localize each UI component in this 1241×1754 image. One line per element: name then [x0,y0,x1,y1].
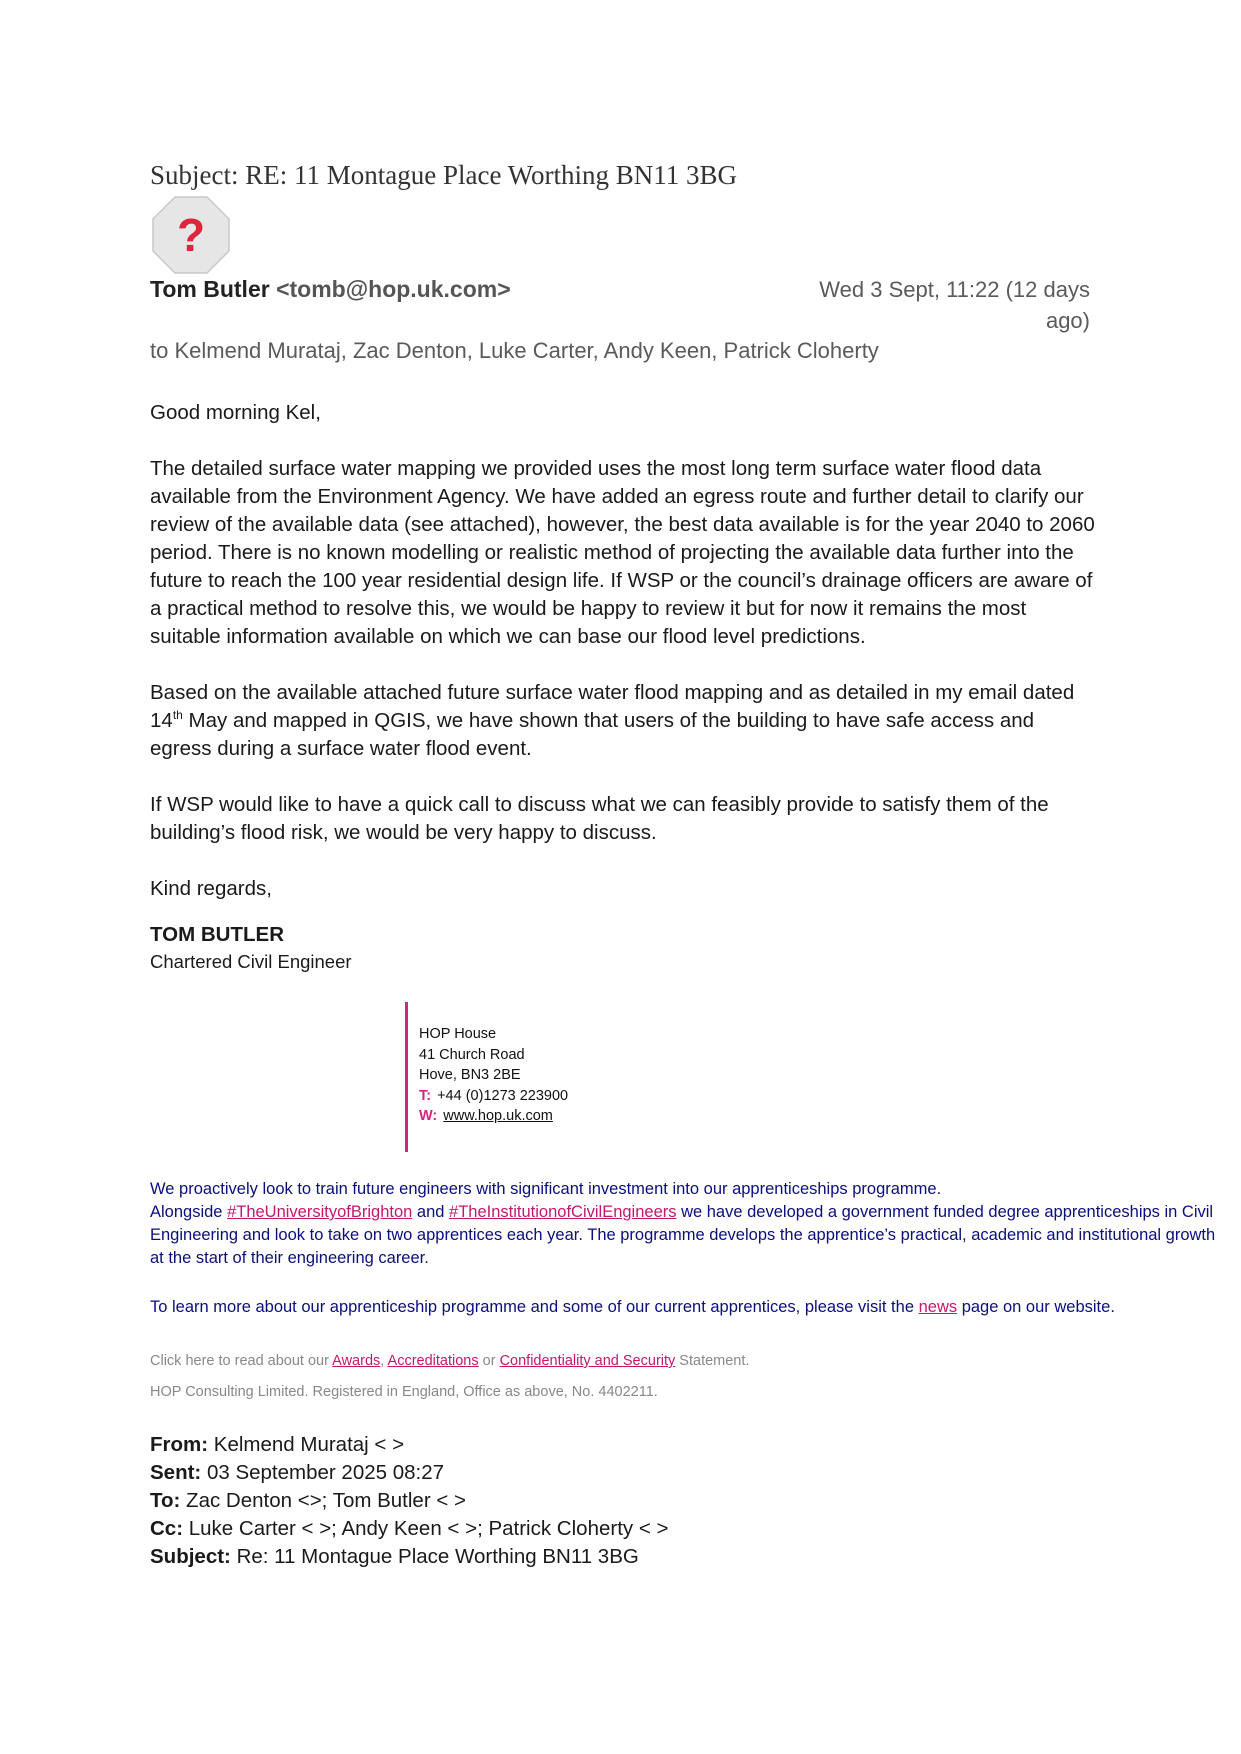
sender [150,276,511,303]
awards-link[interactable]: Awards [332,1353,381,1369]
body-paragraph-1: The detailed surface water mapping we provided uses the most long term surface water flood data available from the Environment Agency. We have added an egress route and further detail to clarify our review of the available data (see attached), however, the best data available is for the year 2040 to 2060 period. There is no known modelling or realistic method of projecting the available data further into the future to reach the 100 year residential design life. If WSP or the council’s drainage officers are aware of a practical method to resolve this, we would be happy to review it but for now it remains the most suitable information available on which we can base our flood level predictions. [150,457,1095,648]
address-block [419,1024,568,1127]
forwarded-from [150,1431,668,1459]
sender-email[interactable]: <tomb@hop.uk.com> [276,276,511,302]
separator: , [380,1353,388,1369]
website-line [419,1106,568,1127]
forwarded-subject [150,1543,668,1571]
address-line: 41 Church Road [419,1046,525,1063]
sender-name: Tom Butler [150,276,270,302]
email-date: Wed 3 Sept, 11:22 (12 days ago) [819,277,1090,333]
web-label: W: [419,1108,438,1124]
statement-links [150,1353,749,1369]
field-label: Sent: [150,1461,202,1484]
forwarded-cc [150,1515,668,1543]
field-label: From: [150,1433,209,1456]
telephone-line [419,1086,568,1107]
apprentice-text: and [412,1203,450,1221]
question-mark-icon [152,196,230,274]
separator: or [478,1353,500,1369]
apprenticeship-notice [150,1178,1215,1270]
recipients: to Kelmend Murataj, Zac Denton, Luke Carter, Andy Keen, Patrick Cloherty [150,338,879,363]
apprentice-line-4: at the start of their engineering career. [150,1249,429,1267]
apprentice-text: Alongside [150,1203,228,1221]
statement-text: Statement. [675,1353,750,1369]
apprentice-line-2 [150,1201,1215,1224]
field-value: Zac Denton <>; Tom Butler < > [180,1489,466,1512]
learn-text: page on our website. [957,1298,1115,1316]
learn-text: To learn more about our apprenticeship programme and some of our current apprentices, please visit the [150,1298,919,1316]
field-value: Luke Carter < >; Andy Keen < >; Patrick Cloherty < > [183,1517,669,1540]
field-value: 03 September 2025 08:27 [201,1461,445,1484]
telephone: +44 (0)1273 223900 [437,1087,569,1104]
forwarded-sent [150,1459,668,1487]
brighton-link[interactable]: #TheUniversityofBrighton [227,1203,413,1221]
news-link[interactable]: news [918,1298,958,1316]
closing: Kind regards, [150,877,272,900]
accreditations-link[interactable]: Accreditations [387,1353,479,1369]
svg-text:?: ? [176,209,206,261]
field-label: Cc: [150,1517,184,1540]
greeting: Good morning Kel, [150,401,321,424]
field-value: Re: 11 Montague Place Worthing BN11 3BG [230,1545,639,1568]
signature-title: Chartered Civil Engineer [150,951,352,972]
forwarded-to [150,1487,668,1515]
address-line: Hove, BN3 2BE [419,1067,521,1083]
ice-link[interactable]: #TheInstitutionofCivilEngineers [449,1203,677,1221]
apprentice-line-3: Engineering and look to take on two apprentices each year. The programme develops the apprentice’s practical, academic and institutional growth [150,1226,1216,1244]
registration-text: HOP Consulting Limited. Registered in England, Office as above, No. 4402211. [150,1384,658,1400]
signature-name: TOM BUTLER [150,923,285,946]
apprentice-line-1: We proactively look to train future engineers with significant investment into our apprenticeships programme. [150,1180,942,1198]
paragraph-2-text-b: May and mapped in QGIS, we have shown that users of the building to have safe access and egress during a surface water flood event. [150,709,1035,760]
confidentiality-link[interactable]: Confidentiality and Security [499,1353,676,1369]
field-label: Subject: [150,1545,231,1568]
ordinal-suffix: th [172,708,183,723]
field-value: Kelmend Murataj < > [208,1433,405,1456]
body-paragraph-2 [150,679,1100,763]
body-paragraph-3: If WSP would like to have a quick call to discuss what we can feasibly provide to satisfy them of the building’s flood risk, we would be very happy to discuss. [150,793,1049,844]
website-link[interactable]: www.hop.uk.com [443,1108,553,1124]
email-subject: Subject: RE: 11 Montague Place Worthing BN11 3BG [150,160,738,190]
statement-text: Click here to read about our [150,1353,333,1369]
address-divider [405,1002,408,1152]
forwarded-header [150,1431,668,1571]
learn-more-line [150,1296,1115,1319]
paragraph-2-text-a: Based on the available attached future surface water flood mapping and as detailed in my email dated 14 [150,681,1075,732]
field-label: To: [150,1489,181,1512]
apprentice-text: we have developed a government funded degree apprenticeships in Civil [676,1203,1214,1221]
tel-label: T: [419,1087,432,1104]
address-line: HOP House [419,1026,497,1042]
